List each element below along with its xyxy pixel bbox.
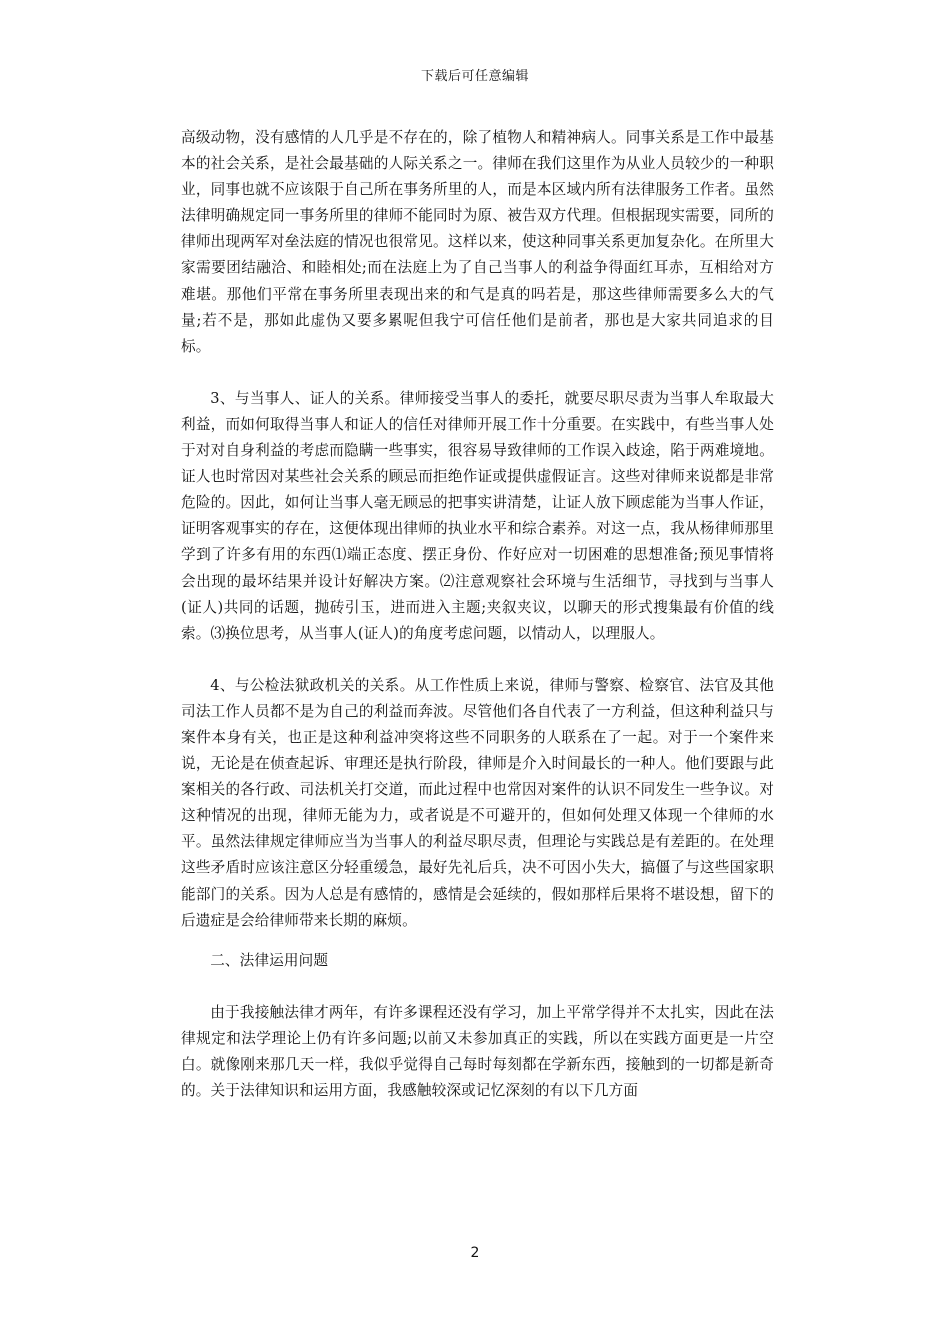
page-number: 2 <box>470 1245 480 1261</box>
paragraph-law-application-intro: 由于我接触法律才两年，有许多课程还没有学习，加上平常学得并不太扎实，因此在法律规定和法学理论上仍有许多问题;以前又未参加真正的实践，所以在实践方面更是一片空白。就像刚来那几天一样，我似乎觉得自己每时每刻都在学新东西，接触到的一切都是新奇的。关于法律知识和运用方面，我感触较深或记忆深刻的有以下几方面 <box>181 1003 774 1100</box>
paragraph-judicial-organ-relations: 4、与公检法狱政机关的关系。从工作性质上来说，律师与警察、检察官、法官及其他司法工作人员都不是为自己的利益而奔波。尽管他们各自代表了一方利益，但这种利益只与案件本身有关，也正是这种利益冲突将这些不同职务的人联系在了一起。对于一个案件来说，无论是在侦查起诉、审理还是执行阶段，律师是介入时间最长的一种人。他们要跟与此案相关的各行政、司法机关打交道，而此过程中也常因对案件的认识不同发生一些争议。对这种情况的出现，律师无能为力，或者说是不可避开的，但如何处理又体现一个律师的水平。虽然法律规定律师应当为当事人的利益尽职尽责，但理论与实践总是有差距的。在处理这些矛盾时应该注意区分轻重缓急，最好先礼后兵，决不可因小失大，搞僵了与这些国家职能部门的关系。因为人总是有感情的，感情是会延续的，假如那样后果将不堪设想，留下的后遗症是会给律师带来长期的麻烦。 <box>181 676 774 929</box>
paragraph-client-witness-relations: 3、与当事人、证人的关系。律师接受当事人的委托，就要尽职尽责为当事人牟取最大利益，而如何取得当事人和证人的信任对律师开展工作十分重要。在实践中，有些当事人处于对对自身利益的考虑而隐瞒一些事实，很容易导致律师的工作误入歧途，陷于两难境地。证人也时常因对某些社会关系的顾忌而拒绝作证或提供虚假证言。这些对律师来说都是非常危险的。因此，如何让当事人毫无顾忌的把事实讲清楚，让证人放下顾虑能为当事人作证，证明客观事实的存在，这便体现出律师的执业水平和综合素养。对这一点，我从杨律师那里学到了许多有用的东西⑴端正态度、摆正身份、作好应对一切困难的思想准备;预见事情将会出现的最坏结果并设计好解决方案。⑵注意观察社会环境与生活细节，寻找到与当事人(证人)共同的话题，抛砖引玉，进而进入主题;夹叙夹议，以聊天的形式搜集最有价值的线索。⑶换位思考，从当事人(证人)的角度考虑问题，以情动人，以理服人。 <box>181 389 774 642</box>
section-heading-law-application: 二、法律运用问题 <box>210 951 329 969</box>
document-body <box>181 125 774 1104</box>
page-header: 下载后可任意编辑 <box>420 69 529 84</box>
paragraph-colleague-relations: 高级动物，没有感情的人几乎是不存在的，除了植物人和精神病人。同事关系是工作中最基本的社会关系，是社会最基础的人际关系之一。律师在我们这里作为从业人员较少的一种职业，同事也就不应该限于自己所在事务所里的人，而是本区域内所有法律服务工作者。虽然法律明确规定同一事务所里的律师不能同时为原、被告双方代理。但根据现实需要，同所的律师出现两军对垒法庭的情况也很常见。这样以来，使这种同事关系更加复杂化。在所里大家需要团结融洽、和睦相处;而在法庭上为了自己当事人的利益争得面红耳赤，互相给对方难堪。那他们平常在事务所里表现出来的和气是真的吗若是，那这些律师需要多么大的气量;若不是，那如此虚伪又要多累呢但我宁可信任他们是前者，那也是大家共同追求的目标。 <box>181 129 774 355</box>
